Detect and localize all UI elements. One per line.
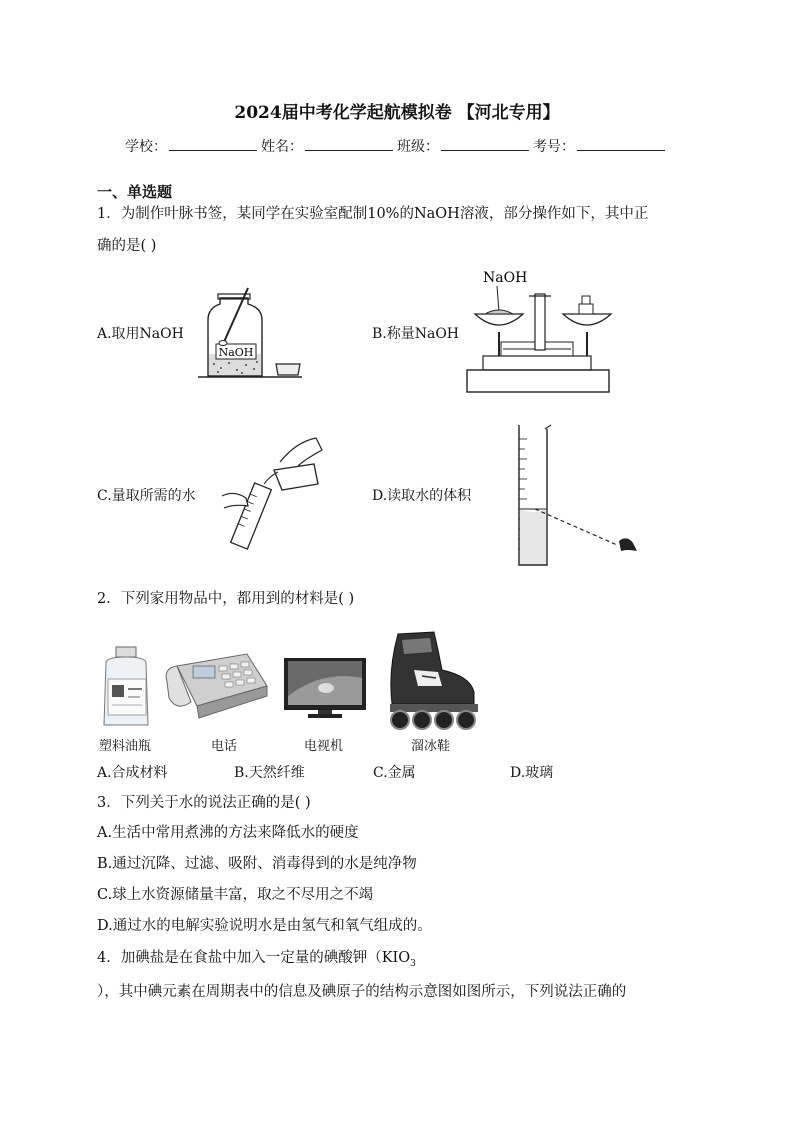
balance-figure [463, 266, 613, 398]
naoh-jar-label: NaOH [218, 346, 254, 359]
plastic-bottle-image [100, 645, 156, 729]
student-info-line [125, 136, 669, 156]
balance-naoh-label: NaOH [483, 270, 528, 286]
name-label: 姓名： [261, 139, 303, 155]
q2-stem: 2．下列家用物品中，都用到的材料是( ) [97, 591, 355, 607]
q1-stem-line2: 确的是( ) [97, 238, 157, 254]
q4-subscript: 3 [410, 958, 416, 969]
q3-option-b: B.通过沉降、过滤、吸附、消毒得到的水是纯净物 [97, 856, 417, 872]
q1-option-d: D.读取水的体积 [372, 488, 472, 504]
q3-option-a: A.生活中常用煮沸的方法来降低水的硬度 [97, 825, 359, 841]
q4-stem-line1-main: 4．加碘盐是在食盐中加入一定量的碘酸钾（KIO [97, 950, 411, 966]
reading-volume-figure [505, 423, 645, 569]
naoh-jar-figure [196, 284, 306, 380]
class-label: 班级： [397, 139, 439, 155]
q1-option-a: A.取用NaOH [97, 326, 184, 342]
q3-option-c: C.球上水资源储量丰富，取之不尽用之不竭 [97, 887, 374, 903]
q2-option-b: B.天然纤维 [234, 765, 305, 781]
roller-skate-image [378, 630, 484, 732]
school-label: 学校： [125, 139, 167, 155]
class-blank [441, 136, 529, 151]
q4-stem-line1 [97, 948, 416, 974]
name-blank [305, 136, 393, 151]
telephone-image [163, 646, 271, 724]
q1-stem-line1: 1．为制作叶脉书签，某同学在实验室配制10%的NaOH溶液，部分操作如下，其中正 [97, 206, 649, 222]
pouring-water-figure [218, 432, 328, 552]
caption-tv: 电视机 [304, 739, 344, 754]
q2-option-c: C.金属 [373, 765, 416, 781]
number-blank [577, 136, 665, 151]
q2-option-d: D.玻璃 [510, 765, 554, 781]
tv-image [282, 656, 368, 722]
number-label: 考号： [533, 139, 575, 155]
q4-stem-line2: ），其中碘元素在周期表中的信息及碘原子的结构示意图如图所示，下列说法正确的 [97, 984, 627, 1000]
q1-option-b: B.称量NaOH [372, 326, 460, 342]
caption-plastic-bottle: 塑料油瓶 [99, 739, 152, 754]
q3-option-d: D.通过水的电解实验说明水是由氢气和氧气组成的。 [97, 918, 432, 934]
section-title: 一、单选题 [97, 183, 173, 201]
q3-stem: 3．下列关于水的说法正确的是( ) [97, 795, 311, 811]
caption-roller-skate: 溜冰鞋 [411, 739, 451, 754]
q1-option-c: C.量取所需的水 [97, 488, 196, 504]
caption-telephone: 电话 [211, 739, 238, 754]
exam-title: 2024届中考化学起航模拟卷 【河北专用】 [234, 103, 560, 123]
q2-option-a: A.合成材料 [97, 765, 168, 781]
school-blank [169, 136, 257, 151]
